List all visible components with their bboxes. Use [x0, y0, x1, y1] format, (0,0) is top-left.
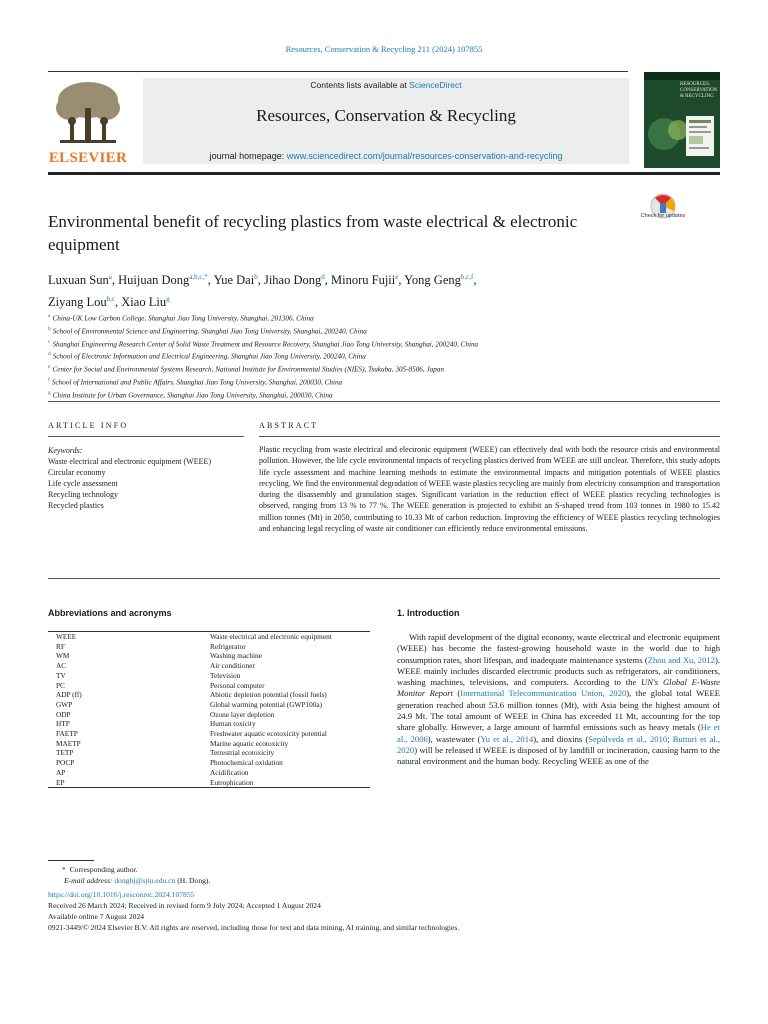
author-name[interactable]: Yong Geng — [404, 273, 461, 288]
abbreviation-term: EP — [48, 778, 210, 788]
abbreviation-definition: Freshwater aquatic ecotoxicity potential — [210, 729, 327, 739]
author-affiliation-marker[interactable]: b,c — [106, 295, 116, 304]
asterisk-marker: * — [62, 865, 70, 874]
affiliations-list — [48, 311, 708, 401]
abbreviation-row — [48, 661, 370, 671]
elsevier-wordmark: ELSEVIER — [48, 150, 128, 166]
abbreviation-definition: Refrigerator — [210, 641, 246, 651]
abbreviation-term: TETP — [56, 748, 74, 758]
citation-link[interactable]: Sepúlveda et al., 2010 — [588, 733, 668, 744]
affiliation-text: China Institute for Urban Governance, Shanghai Jiao Tong University, Shanghai, 200030, China — [52, 391, 333, 400]
abbreviation-definition: Washing machine — [210, 651, 262, 661]
keyword-item: Life cycle assessment — [48, 479, 118, 488]
section-divider — [48, 401, 720, 402]
affiliation-text: Center for Social and Environmental Systems Research, National Institute for Environmental Studies (NIES), Tsukuba, 305-8506, Japan — [52, 365, 445, 374]
abbreviation-row — [48, 651, 370, 661]
abbreviation-definition: Acidification — [210, 767, 249, 777]
author-affiliation-marker[interactable]: e — [395, 273, 399, 281]
author-affiliation-marker[interactable]: a,b,c,* — [189, 273, 208, 281]
introduction-heading: 1. Introduction — [397, 608, 460, 618]
homepage-prefix: journal homepage: — [209, 151, 287, 161]
intro-text-run: ), wastewater ( — [427, 733, 481, 744]
available-online: Available online 7 August 2024 — [48, 912, 145, 921]
copyright-line: 0921-3449/© 2024 Elsevier B.V. All rights are reserved, including those for text and data mining, AI training, and similar technologies. — [48, 923, 460, 932]
abbreviation-row — [48, 642, 370, 652]
citation-link[interactable]: Zhou and Xu, 2012 — [647, 654, 715, 665]
abbreviation-definition: Air conditioner — [210, 661, 255, 671]
abbreviation-row — [48, 700, 370, 710]
author-affiliation-marker[interactable]: b,c,f — [460, 273, 474, 281]
keywords-block — [48, 445, 248, 511]
affiliation-text: China-UK Low Carbon College, Shanghai Jiao Tong University, Shanghai, 201306, China — [52, 314, 314, 323]
author-affiliation-marker[interactable]: a — [108, 273, 112, 281]
intro-text-run: ), the global total WEEE generation reached about 53.6 million tonnes (Mt), with Asia being the highest amount of 24.9 Mt. The total amount of WEEE in China has exceeded 11 Mt, accounting for the top share globally. However, a large amount of harmful emissions such as heavy metals ( — [397, 688, 720, 733]
footnote-rule — [48, 860, 94, 861]
abbreviation-term: MAETP — [56, 738, 81, 748]
intro-text-run: ( — [453, 688, 461, 699]
abbreviation-term: POCP — [56, 758, 75, 768]
crossmark-icon[interactable] — [646, 193, 680, 227]
author-name[interactable]: Luxuan Sun — [48, 273, 109, 288]
affiliation-key: b — [48, 325, 51, 332]
abbreviation-term: ODP — [56, 709, 71, 719]
email-note — [48, 875, 728, 886]
abbreviation-term: WM — [56, 651, 70, 661]
abstract-rule — [259, 436, 720, 437]
keyword-item: Recycled plastics — [48, 501, 104, 510]
journal-cover-thumbnail[interactable] — [644, 72, 720, 168]
journal-name: Resources, Conservation & Recycling — [256, 106, 516, 125]
abbreviation-term: RF — [56, 641, 65, 651]
affiliation-key: c — [48, 338, 51, 345]
abbreviation-definition: Global warming potential (GWP100a) — [210, 699, 323, 709]
affiliation-key: d — [48, 351, 51, 358]
abbreviation-term: TV — [56, 670, 66, 680]
keywords-label: Keywords: — [48, 446, 83, 455]
abbreviation-row — [48, 729, 370, 739]
author-name[interactable]: Jihao Dong — [263, 273, 322, 288]
abbreviation-definition: Personal computer — [210, 680, 265, 690]
footnotes-block — [48, 864, 728, 933]
intro-text-run: With rapid development of the digital economy, waste electrical and electronic equipment (WEEE) has become the fastest-growing household waste in the world due to high consumption rates, short lifespan, and inadequate maintenance systems ( — [397, 632, 720, 665]
abbreviation-definition: Waste electrical and electronic equipment — [210, 632, 370, 642]
abbreviation-term: GWP — [56, 699, 73, 709]
abbreviation-term: WEEE — [48, 632, 210, 642]
citation-link[interactable]: Yu et al., 2014 — [480, 733, 534, 744]
affiliation-key: e — [48, 364, 51, 371]
abbreviation-definition: Human toxicity — [210, 719, 256, 729]
article-info-heading: ARTICLE INFO — [48, 421, 129, 430]
abbreviation-row — [48, 739, 370, 749]
abbreviation-definition: Television — [210, 670, 241, 680]
affiliation-key: f — [48, 376, 50, 383]
keyword-item: Circular economy — [48, 468, 106, 477]
report-title: UN's Global E-Waste Monitor Report — [397, 677, 720, 699]
introduction-paragraph — [397, 632, 720, 768]
affiliation-text: School of Electronic Information and Electrical Engineering, Shanghai Jiao Tong University, 200240, China — [52, 352, 366, 361]
abbreviation-row — [48, 768, 370, 778]
keyword-item: Recycling technology — [48, 490, 118, 499]
contents-availability — [143, 80, 629, 90]
author-name[interactable]: Ziyang Lou — [48, 295, 107, 310]
affiliation-item — [48, 362, 708, 375]
author-name[interactable]: Minoru Fujii — [331, 273, 396, 288]
running-header-citation[interactable]: Resources, Conservation & Recycling 211 (2024) 107855 — [285, 44, 483, 54]
abstract-heading: ABSTRACT — [259, 421, 319, 430]
intro-text-run: ) will be released if WEEE is disposed of by landfill or incineration, causing harm to the natural environment and the human body. Recycling WEEE as one of the — [397, 744, 720, 767]
corresponding-label: Corresponding author. — [69, 865, 138, 874]
abstract-body: Plastic recycling from waste electrical and electronic equipment (WEEE) can effectively deal with both the resource crisis and environmental pollution. However, the life cycle environmental impacts of recycling plastics derived from WEEE are still unclear. Therefore, this study adopts life cycle assessment and machine learning methods to estimate the environmental impacts and mitigation potentials of WEEE plastics recycling. We find the environmental degradation of WEEE waste plastics recycling are mainly from electricity consumption and transportation during the disassembly and granulation stages. Significant variation in the reduction effect of WEEE plastics recycling technologies is observed, ranging from 13 % to 77 %. The WEEE generation is projected to exhibit an S-shaped trend from 103 tonnes in 1980 to 15.42 million tonnes (Mt) in 2050, contributing to 10.33 Mt of carbon reduction. Improving the efficiency of WEEE plastics recycling technologies and enhancing legal recycling of waste air conditioner can efficiently reduce environmental emissions. — [259, 445, 720, 534]
citation-link[interactable]: Butturi et al., 2020 — [397, 733, 720, 755]
doi-link[interactable]: https://doi.org/10.1016/j.resconrec.2024.107855 — [48, 890, 195, 899]
abbreviations-heading: Abbreviations and acronyms — [48, 608, 172, 618]
abbreviation-row — [48, 748, 370, 758]
abbreviation-definition: Terrestrial ecotoxicity — [210, 748, 275, 758]
journal-homepage — [143, 151, 629, 161]
affiliation-item — [48, 388, 708, 401]
author-name[interactable]: Huijuan Dong — [118, 273, 190, 288]
article-info-rule — [48, 436, 244, 437]
intro-text-run: ), and dioxins ( — [533, 733, 589, 744]
abbreviation-term: PC — [56, 680, 65, 690]
author-name[interactable]: Yue Dai — [213, 273, 255, 288]
abbreviation-definition: Abiotic depletion potential (fossil fuels) — [210, 690, 327, 700]
abbreviation-term: AP — [56, 767, 66, 777]
affiliation-key: g — [48, 389, 51, 396]
citation-link[interactable]: International Telecommunication Union, 2020 — [460, 688, 627, 699]
citation-link[interactable]: He et al., 2006 — [397, 722, 721, 744]
cover-title: RESOURCES, CONSERVATION & RECYCLING — [680, 82, 718, 99]
affiliation-item — [48, 375, 708, 388]
crossmark-label[interactable]: Check for updates — [640, 213, 686, 219]
author-affiliation-marker[interactable]: b — [254, 273, 258, 281]
author-list: Luxuan Sun$^a$, Huijuan Dong$^{a,b,c,*}$, Yue Dai$^b$, Jihao Dong$^d$, Minoru Fujii$^e$, Yong Geng$^{b,c,f}$, Ziyang Lou$^{b,c}$, Xiao Liu$^g$ — [48, 273, 477, 310]
section-divider — [48, 578, 720, 579]
affiliation-key: a — [48, 313, 51, 319]
affiliation-item — [48, 349, 708, 362]
abbreviation-row — [48, 681, 370, 691]
abbreviation-term: FAETP — [56, 729, 78, 739]
abbreviation-definition: Eutrophication — [210, 778, 370, 788]
masthead-top-rule — [48, 71, 628, 72]
keyword-item: Waste electrical and electronic equipment (WEEE) — [48, 457, 212, 466]
masthead-bottom-rule — [48, 172, 720, 175]
email-suffix: (H. Dong). — [175, 876, 211, 885]
abbreviations-table — [48, 631, 370, 788]
abbreviation-term: HTP — [56, 719, 70, 729]
intro-text-run: ; — [667, 733, 673, 744]
author-affiliation-marker[interactable]: d — [321, 273, 325, 281]
affiliation-text: School of Environmental Science and Engineering, Shanghai Jiao Tong University, Shanghai, 200240, China — [52, 327, 367, 336]
intro-text-run: ). WEEE mainly includes discarded electronic products such as refrigerators, air conditioners, washing machines, televisions, and computers. According to the — [397, 654, 720, 688]
abbreviation-row — [48, 719, 370, 729]
author-affiliation-marker[interactable]: g — [166, 295, 170, 304]
received-dates: Received 26 March 2024; Received in revised form 9 July 2024; Accepted 1 August 2024 — [48, 901, 321, 910]
author-name[interactable]: Xiao Liu — [121, 295, 167, 310]
affiliation-item — [48, 311, 708, 324]
abbreviation-definition: Ozone layer depletion — [210, 709, 275, 719]
abbreviation-definition: Photochemical oxidation — [210, 758, 283, 768]
article-title: Environmental benefit of recycling plastics from waste electrical & electronic equipment — [48, 212, 578, 254]
homepage-link[interactable]: www.sciencedirect.com/journal/resources-conservation-and-recycling — [286, 151, 563, 161]
abbreviation-row — [48, 671, 370, 681]
affiliation-item — [48, 324, 708, 337]
sciencedirect-link[interactable]: ScienceDirect — [409, 80, 462, 90]
abbreviation-row — [48, 710, 370, 720]
corresponding-note — [48, 864, 728, 875]
affiliation-item — [48, 337, 708, 350]
abbreviation-definition: Marine aquatic ecotoxicity — [210, 738, 289, 748]
abbreviation-term: AC — [56, 661, 67, 671]
email-link[interactable]: donghj@sjtu.edu.cn — [114, 876, 176, 885]
abbreviation-row — [48, 778, 370, 788]
affiliation-text: Shanghai Engineering Research Center of Solid Waste Treatment and Resource Recovery, Shanghai Jiao Tong University, Shanghai, 200240, China — [52, 339, 479, 348]
abbreviation-row — [48, 632, 370, 642]
contents-prefix: Contents lists available at — [310, 80, 410, 90]
email-label: E-mail address: — [64, 876, 115, 885]
abbreviation-row — [48, 758, 370, 768]
affiliation-text: School of International and Public Affairs, Shanghai Jiao Tong University, Shanghai, 200030, China — [51, 378, 343, 387]
abbreviation-term: ADP (ff) — [56, 690, 82, 700]
abbreviation-row — [48, 690, 370, 700]
